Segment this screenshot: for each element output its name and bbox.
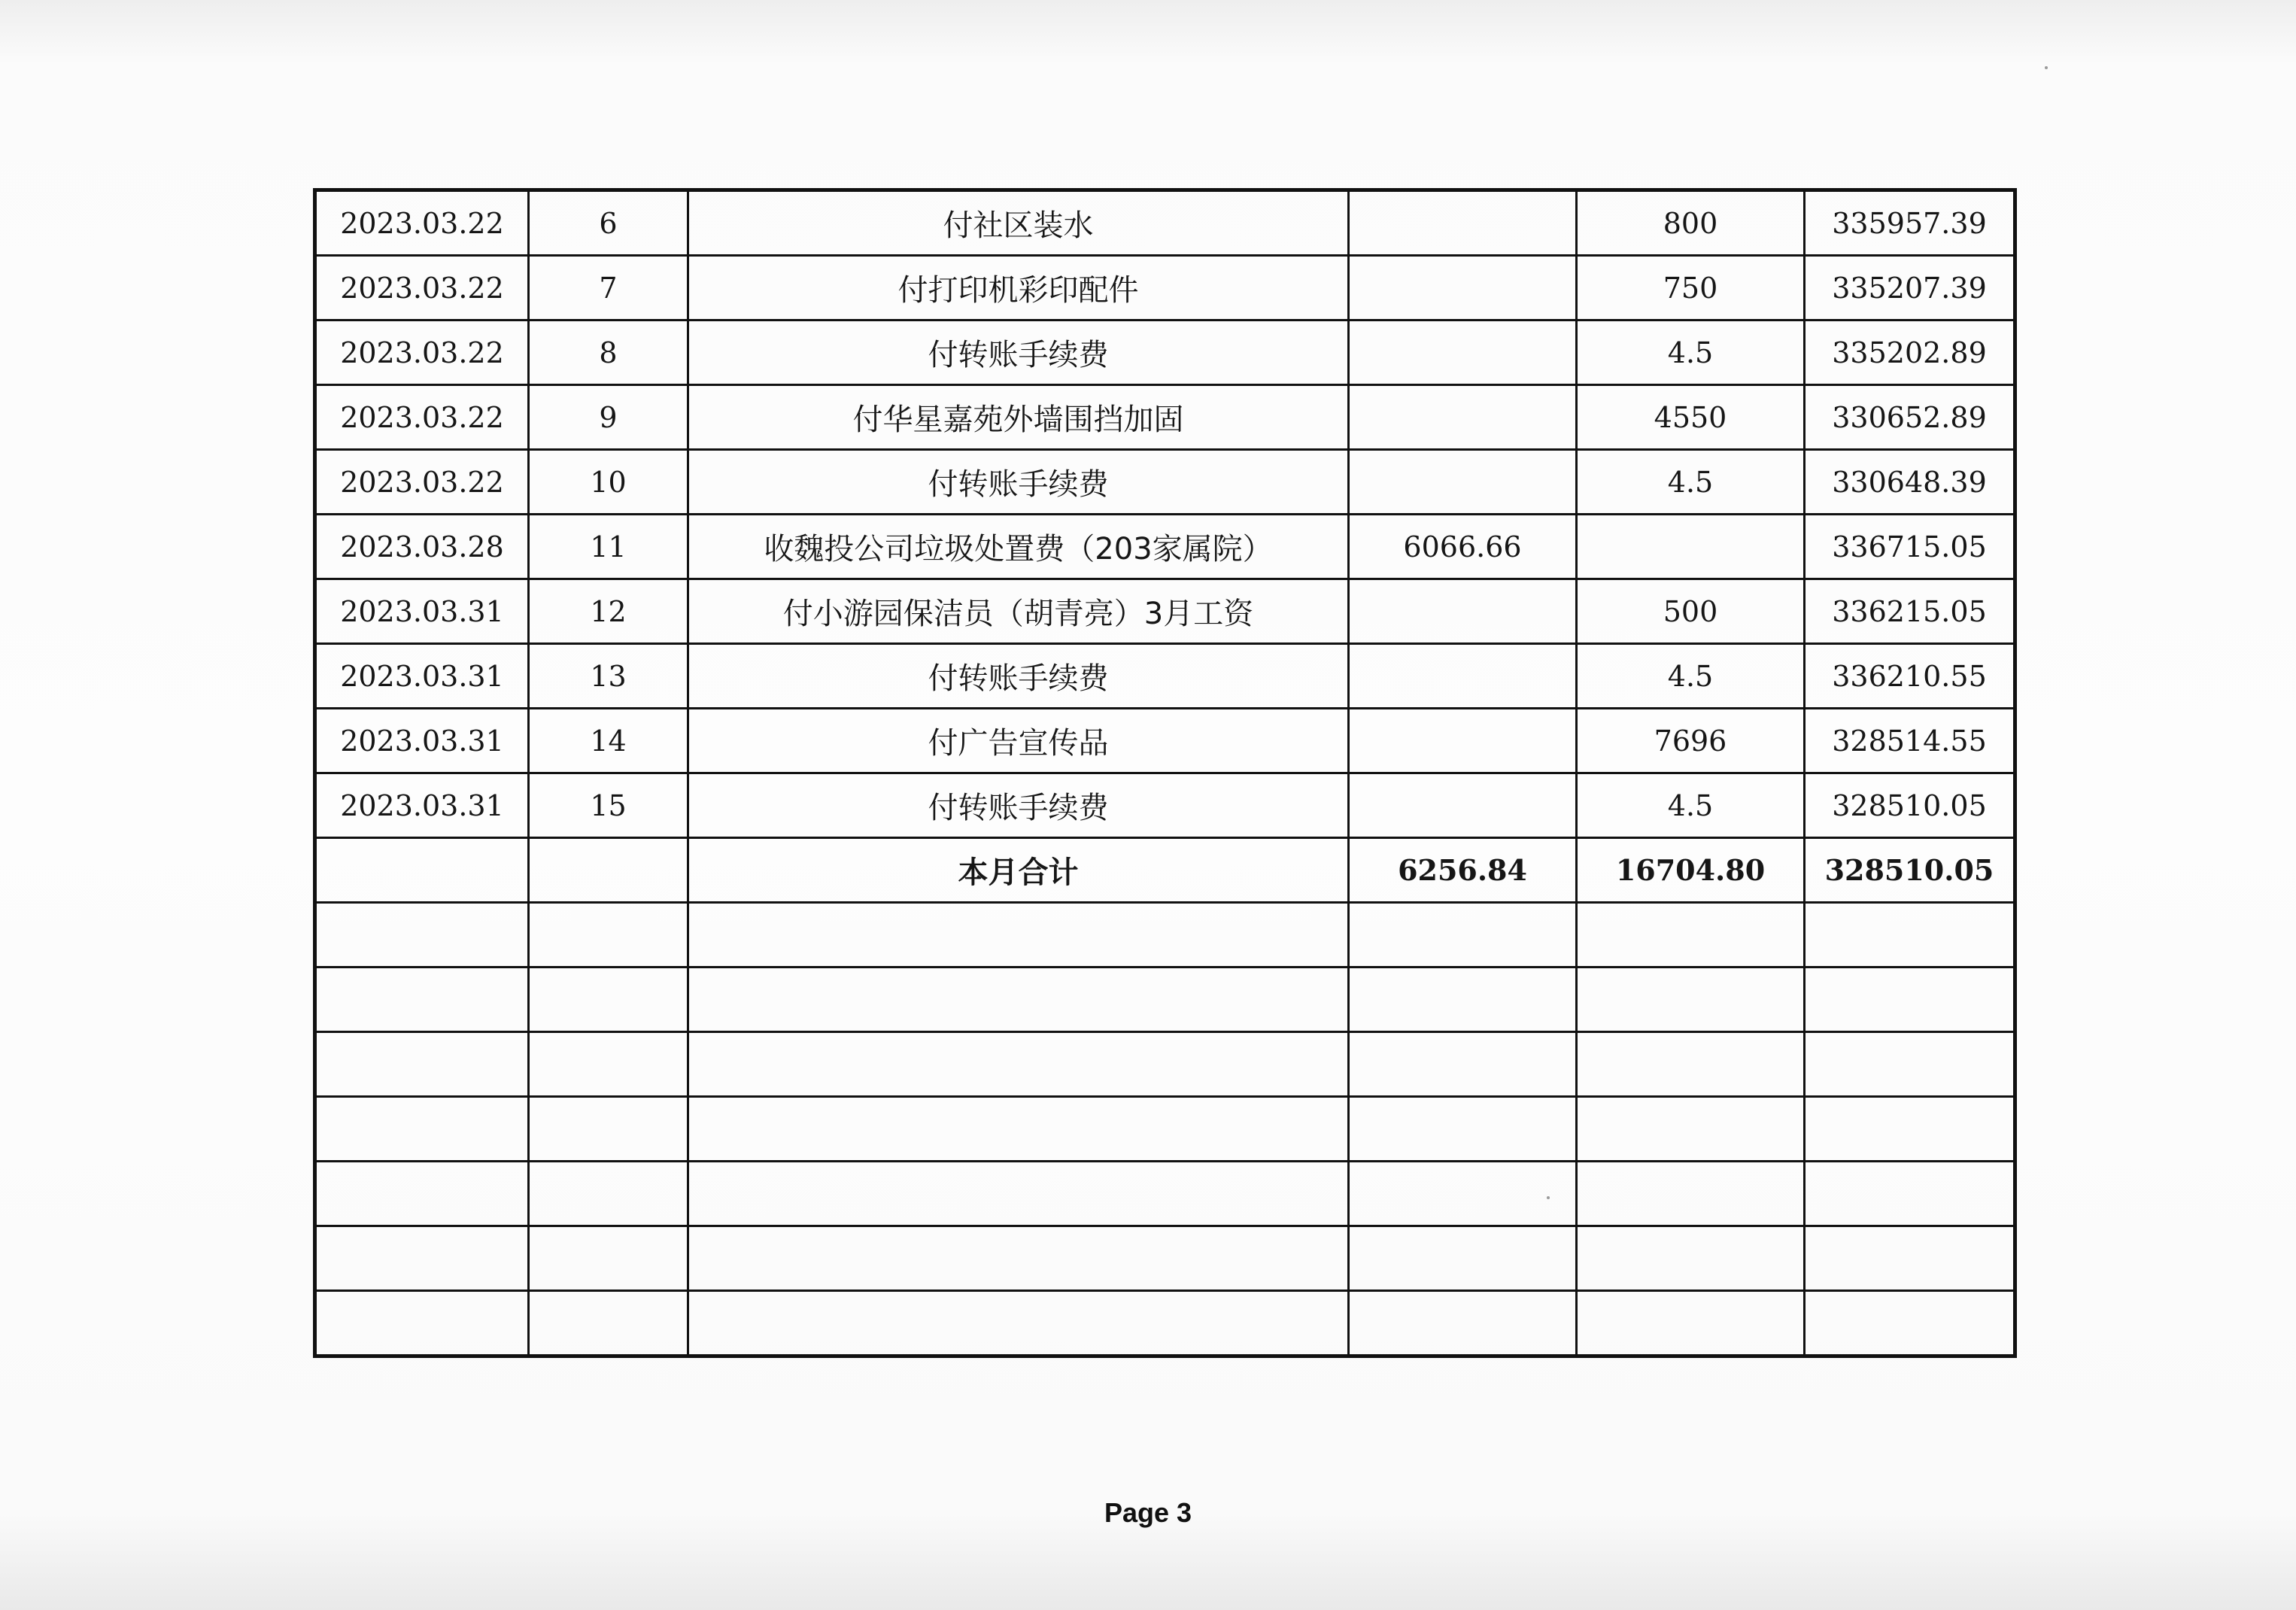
voucher-number-cell: 7 <box>529 256 688 320</box>
empty-row <box>315 968 2015 1032</box>
expense-cell: 7696 <box>1577 709 1805 773</box>
table-row <box>315 773 2015 838</box>
description-cell: 付打印机彩印配件 <box>688 256 1349 320</box>
empty-row <box>315 903 2015 968</box>
expense-cell: 4.5 <box>1577 450 1805 515</box>
scan-speck <box>1547 1196 1550 1199</box>
expense-cell <box>1577 515 1805 579</box>
page-number: Page 3 <box>1104 1497 1192 1528</box>
scan-speck <box>2045 66 2048 69</box>
total-label-cell: 本月合计 <box>688 838 1349 903</box>
description-cell: 付华星嘉苑外墙围挡加固 <box>688 385 1349 450</box>
date-cell: 2023.03.22 <box>315 320 529 385</box>
date-cell: 2023.03.31 <box>315 773 529 838</box>
expense-cell: 4.5 <box>1577 320 1805 385</box>
voucher-number-cell: 13 <box>529 644 688 709</box>
date-cell: 2023.03.22 <box>315 190 529 256</box>
income-cell <box>1349 190 1577 256</box>
expense-cell: 4.5 <box>1577 644 1805 709</box>
voucher-number-cell: 9 <box>529 385 688 450</box>
income-cell <box>1349 644 1577 709</box>
empty-row <box>315 1162 2015 1226</box>
balance-cell: 330648.39 <box>1805 450 2015 515</box>
description-cell: 付转账手续费 <box>688 320 1349 385</box>
voucher-number-cell: 15 <box>529 773 688 838</box>
table-row <box>315 450 2015 515</box>
table-row <box>315 515 2015 579</box>
balance-cell: 335202.89 <box>1805 320 2015 385</box>
voucher-number-cell: 11 <box>529 515 688 579</box>
date-cell: 2023.03.31 <box>315 644 529 709</box>
balance-cell: 328510.05 <box>1805 773 2015 838</box>
empty-row <box>315 1097 2015 1162</box>
balance-cell: 336215.05 <box>1805 579 2015 644</box>
description-cell: 付转账手续费 <box>688 773 1349 838</box>
total-number-cell <box>529 838 688 903</box>
balance-cell: 336715.05 <box>1805 515 2015 579</box>
description-cell: 付小游园保洁员（胡青亮）3月工资 <box>688 579 1349 644</box>
income-cell <box>1349 385 1577 450</box>
income-cell <box>1349 256 1577 320</box>
balance-cell: 330652.89 <box>1805 385 2015 450</box>
income-cell <box>1349 773 1577 838</box>
total-income-cell: 6256.84 <box>1349 838 1577 903</box>
income-cell <box>1349 320 1577 385</box>
income-cell <box>1349 579 1577 644</box>
empty-row <box>315 1291 2015 1356</box>
table-row <box>315 385 2015 450</box>
income-cell <box>1349 709 1577 773</box>
income-cell: 6066.66 <box>1349 515 1577 579</box>
date-cell: 2023.03.28 <box>315 515 529 579</box>
empty-row <box>315 1032 2015 1097</box>
table-row <box>315 644 2015 709</box>
expense-cell: 4550 <box>1577 385 1805 450</box>
total-expense-cell: 16704.80 <box>1577 838 1805 903</box>
voucher-number-cell: 12 <box>529 579 688 644</box>
monthly-total-row <box>315 838 2015 903</box>
table-row <box>315 256 2015 320</box>
expense-cell: 800 <box>1577 190 1805 256</box>
balance-cell: 328514.55 <box>1805 709 2015 773</box>
total-balance-cell: 328510.05 <box>1805 838 2015 903</box>
table-row <box>315 579 2015 644</box>
empty-row <box>315 1226 2015 1291</box>
voucher-number-cell: 8 <box>529 320 688 385</box>
date-cell: 2023.03.22 <box>315 385 529 450</box>
description-cell: 付转账手续费 <box>688 644 1349 709</box>
expense-cell: 4.5 <box>1577 773 1805 838</box>
description-cell: 收魏投公司垃圾处置费（203家属院） <box>688 515 1349 579</box>
date-cell: 2023.03.31 <box>315 709 529 773</box>
date-cell: 2023.03.22 <box>315 256 529 320</box>
voucher-number-cell: 6 <box>529 190 688 256</box>
balance-cell: 336210.55 <box>1805 644 2015 709</box>
balance-cell: 335957.39 <box>1805 190 2015 256</box>
table-row <box>315 709 2015 773</box>
balance-cell: 335207.39 <box>1805 256 2015 320</box>
description-cell: 付转账手续费 <box>688 450 1349 515</box>
income-cell <box>1349 450 1577 515</box>
expense-cell: 500 <box>1577 579 1805 644</box>
date-cell: 2023.03.22 <box>315 450 529 515</box>
date-cell: 2023.03.31 <box>315 579 529 644</box>
voucher-number-cell: 14 <box>529 709 688 773</box>
description-cell: 付广告宣传品 <box>688 709 1349 773</box>
total-date-cell <box>315 838 529 903</box>
ledger-table <box>313 188 2017 1358</box>
expense-cell: 750 <box>1577 256 1805 320</box>
description-cell: 付社区装水 <box>688 190 1349 256</box>
voucher-number-cell: 10 <box>529 450 688 515</box>
table-row <box>315 320 2015 385</box>
table-row <box>315 190 2015 256</box>
